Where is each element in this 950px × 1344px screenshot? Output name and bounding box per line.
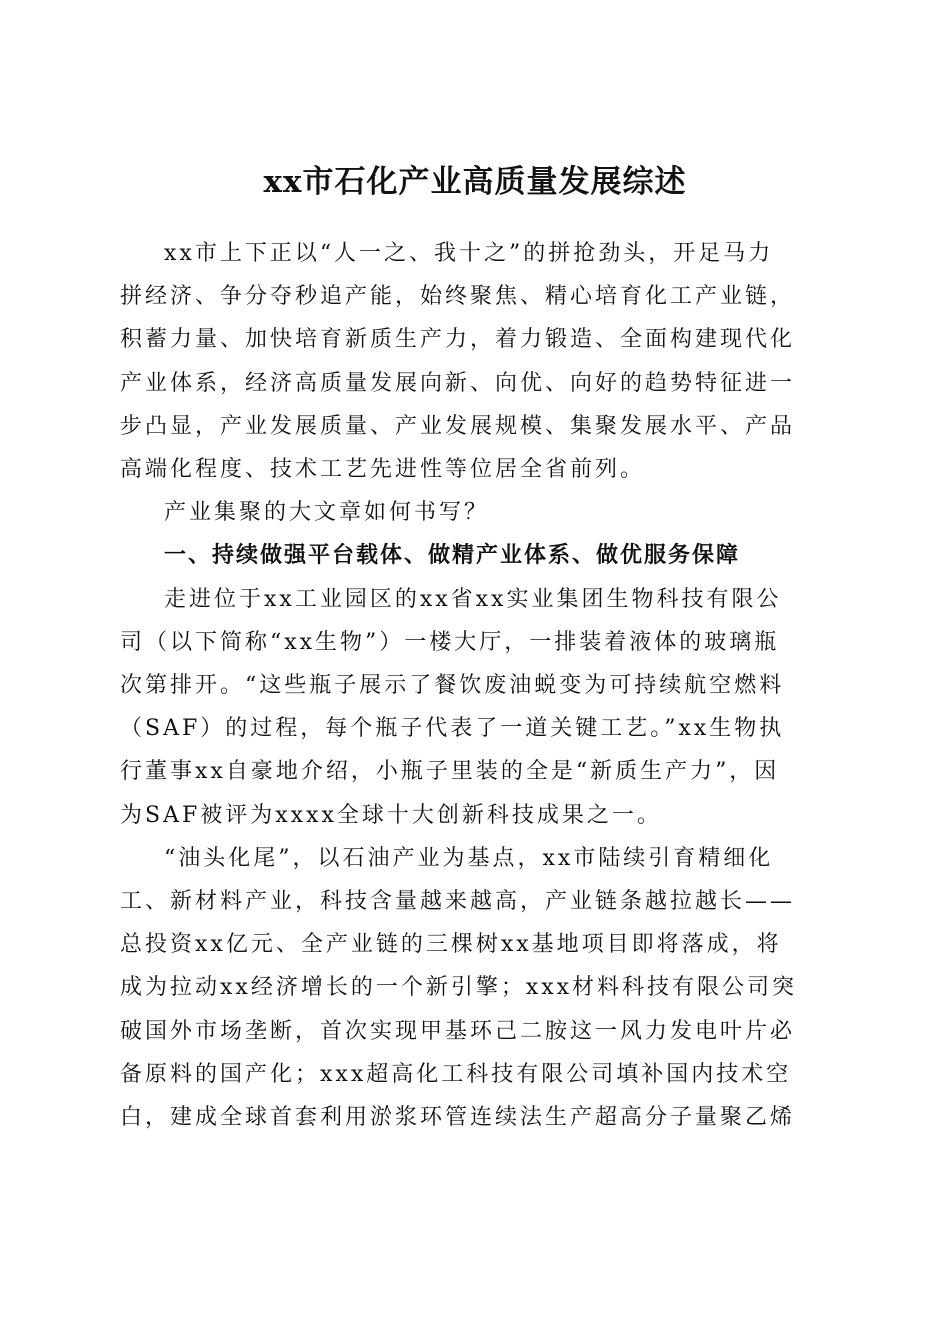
text-line: 产业体系，经济高质量发展向新、向优、向好的趋势特征进一	[120, 370, 796, 396]
text-line: 司（以下简称“xx生物”）一楼大厅，一排装着液体的玻璃瓶	[120, 629, 780, 655]
intro-paragraph	[120, 232, 832, 491]
text-line: 备原料的国产化；xxx超高化工科技有限公司填补国内技术空	[120, 1061, 792, 1087]
text-line: 产业集聚的大文章如何书写？	[164, 500, 490, 526]
heading-line: 一、持续做强平台载体、做精产业体系、做优服务保障	[164, 543, 741, 569]
text-line: “油头化尾”，以石油产业为基点，xx市陆续引育精细化	[164, 845, 774, 871]
text-line: 走进位于xx工业园区的xx省xx实业集团生物科技有限公	[164, 586, 782, 612]
text-line: （SAF）的过程，每个瓶子代表了一道关键工艺。”xx生物执	[120, 716, 785, 742]
text-line: 次第排开。“这些瓶子展示了餐饮废油蜕变为可持续航空燃料	[120, 673, 785, 699]
text-line: 总投资xx亿元、全产业链的三棵树xx基地项目即将落成，将	[120, 932, 782, 958]
text-line: 行董事xx自豪地介绍，小瓶子里装的全是“新质生产力”，因	[120, 759, 780, 785]
text-line: 高端化程度、技术工艺先进性等位居全省前列。	[120, 457, 646, 483]
body-paragraph	[120, 578, 832, 837]
text-line: 步凸显，产业发展质量、产业发展规模、集聚发展水平、产品	[120, 413, 796, 439]
document-title: xx市石化产业高质量发展综述	[263, 163, 687, 200]
text-line: 白，建成全球首套利用淤浆环管连续法生产超高分子量聚乙烯	[120, 1105, 796, 1131]
document-body	[120, 232, 832, 1139]
text-line: 工、新材料产业，科技含量越来越高，产业链条越拉越长——	[120, 889, 796, 915]
question-paragraph	[120, 491, 832, 534]
body-paragraph	[120, 837, 832, 1139]
text-line: 拼经济、争分夺秒追产能，始终聚焦、精心培育化工产业链，	[120, 284, 796, 310]
text-line: 成为拉动xx经济增长的一个新引擎；xxx材料科技有限公司突	[120, 975, 798, 1001]
section-heading	[120, 534, 832, 577]
text-line: xx市上下正以“人一之、我十之”的拼抢劲头，开足马力	[164, 241, 774, 266]
text-line: 为SAF被评为xxxx全球十大创新科技成果之一。	[120, 802, 662, 828]
text-line: 积蓄力量、加快培育新质生产力，着力锻造、全面构建现代化	[120, 327, 796, 353]
text-line: 破国外市场垄断，首次实现甲基环己二胺这一风力发电叶片必	[120, 1018, 796, 1044]
